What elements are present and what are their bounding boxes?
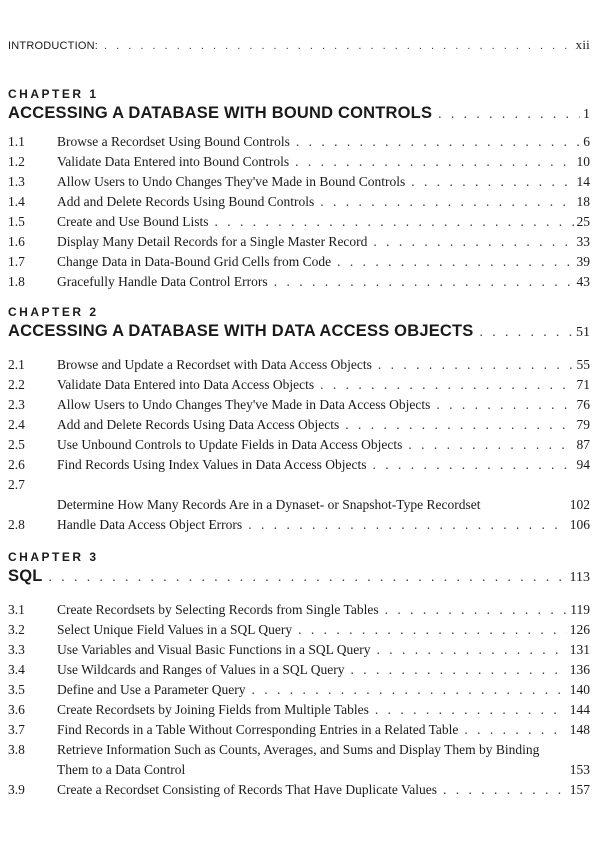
toc-entry [8,475,590,515]
entry-number: 3.3 [8,642,25,657]
dot-leader [49,566,567,587]
entry-number: 1.6 [8,234,25,249]
entry-page-number: 148 [569,722,590,737]
toc-entry [8,600,590,620]
entry-page-number: 39 [576,254,590,269]
chapter-entries [8,355,590,535]
entry-number: 1.7 [8,254,25,269]
entry-title: Create and Use Bound Lists [57,214,209,229]
dot-leader [385,600,568,620]
entry-number: 1.2 [8,154,25,169]
entry-number: 2.4 [8,417,25,432]
entry-title: Use Variables and Visual Basic Functions in a SQL Query [57,642,371,657]
entry-number: 3.7 [8,722,25,737]
toc-entry [8,515,590,535]
entry-title: Retrieve Information Such as Counts, Averages, and Sums and Display Them by Binding Them to a Data Control [57,742,540,777]
entry-page-number: 94 [576,457,590,472]
toc-entry [8,232,590,252]
dot-leader [104,36,573,55]
dot-leader [298,620,567,640]
toc-entry [8,680,590,700]
entry-page-number: 102 [569,497,590,512]
entry-title: Create Recordsets by Joining Fields from Multiple Tables [57,702,369,717]
toc-entry [8,395,590,415]
toc-entry [8,212,590,232]
entry-page-number: 157 [569,782,590,797]
entry-page-number: 126 [569,622,590,637]
dot-leader [345,415,573,435]
entry-number: 2.2 [8,377,25,392]
chapter-title: ACCESSING A DATABASE WITH DATA ACCESS OBJECTS [8,322,474,340]
entry-number: 2.5 [8,437,25,452]
entry-title: Select Unique Field Values in a SQL Query [57,622,293,637]
entry-page-number: 106 [569,517,590,532]
entry-title: Add and Delete Records Using Bound Controls [57,194,315,209]
dot-leader [438,103,580,124]
entry-page-number: 87 [576,437,590,452]
entry-page-number: 79 [576,417,590,432]
entry-page-number: 71 [576,377,590,392]
entry-title: Create a Recordset Consisting of Records That Have Duplicate Values [57,782,438,797]
dot-leader [337,252,573,272]
entry-number: 1.5 [8,214,25,229]
entry-title: Display Many Detail Records for a Single Master Record [57,234,368,249]
entry-page-number: 43 [576,274,590,289]
toc-entry [8,780,590,800]
entry-title: Find Records in a Table Without Corresponding Entries in a Related Table [57,722,459,737]
entry-page-number: 144 [569,702,590,717]
entry-number: 2.8 [8,517,25,532]
entry-title: Browse and Update a Recordset with Data Access Objects [57,357,372,372]
toc-entry [8,455,590,475]
toc-entry [8,192,590,212]
entry-page-number: 25 [576,214,590,229]
dot-leader [373,232,573,252]
toc-entry [8,355,590,375]
chapter-label: CHAPTER 3 [8,550,99,564]
dot-leader [320,192,573,212]
toc-intro-row [8,35,590,55]
chapter-entries [8,600,590,800]
entry-page-number: 153 [569,762,590,777]
entry-number: 3.9 [8,782,25,797]
entry-page-number: 18 [576,194,590,209]
entry-number: 2.3 [8,397,25,412]
table-of-contents [8,0,590,800]
chapter-label: CHAPTER 1 [8,87,99,101]
chapter-entries [8,132,590,292]
entry-number: 1.8 [8,274,25,289]
entry-title: Validate Data Entered into Bound Controls [57,154,290,169]
entry-title: Validate Data Entered into Data Access Objects [57,377,315,392]
dot-leader [411,172,573,192]
dot-leader [351,660,567,680]
entry-title: Define and Use a Parameter Query [57,682,246,697]
toc-entry [8,132,590,152]
chapter-section [8,549,590,800]
entry-page-number: 6 [583,134,590,149]
dot-leader [377,640,567,660]
chapter-title-row [8,102,590,124]
entry-title: Determine How Many Records Are in a Dynaset- or Snapshot-Type Recordset [57,497,481,512]
entry-page-number: 10 [576,154,590,169]
chapter-label: CHAPTER 2 [8,305,99,319]
entry-page-number: 136 [569,662,590,677]
entry-title: Handle Data Access Object Errors [57,517,243,532]
entry-number: 1.1 [8,134,25,149]
entry-title: Create Recordsets by Selecting Records from Single Tables [57,602,379,617]
entry-page-number: 140 [569,682,590,697]
entry-number: 1.4 [8,194,25,209]
chapter-page-number: 113 [569,570,590,585]
entry-title: Browse a Recordset Using Bound Controls [57,134,290,149]
dot-leader [378,355,574,375]
toc-entry [8,415,590,435]
intro-page-number: xii [575,37,590,52]
toc-entry [8,700,590,720]
dot-leader [320,375,573,395]
dot-leader [480,321,573,342]
toc-entry [8,252,590,272]
chapter-page-number: 51 [576,325,590,340]
toc-entry [8,272,590,292]
chapter-section [8,304,590,535]
chapter-title: SQL [8,567,43,585]
entry-title: Find Records Using Index Values in Data Access Objects [57,457,367,472]
entry-number: 2.1 [8,357,25,372]
dot-leader [408,435,573,455]
entry-number: 2.6 [8,457,25,472]
dot-leader [248,515,567,535]
entry-page-number: 14 [576,174,590,189]
toc-entry [8,660,590,680]
chapter-title-row [8,320,590,342]
intro-label: INTRODUCTION: [8,40,98,52]
dot-leader [436,395,573,415]
toc-entry [8,375,590,395]
entry-number: 3.1 [8,602,25,617]
chapter-title-row [8,565,590,587]
entry-title: Change Data in Data-Bound Grid Cells from Code [57,254,332,269]
entry-number: 3.2 [8,622,25,637]
toc-entry [8,740,590,780]
entry-page-number: 33 [576,234,590,249]
dot-leader [375,700,567,720]
entry-page-number: 119 [570,602,590,617]
dot-leader [252,680,567,700]
entry-page-number: 131 [569,642,590,657]
entry-title: Use Wildcards and Ranges of Values in a SQL Query [57,662,345,677]
chapter-section [8,86,590,292]
chapter-title: ACCESSING A DATABASE WITH BOUND CONTROLS [8,104,433,122]
dot-leader [464,720,566,740]
dot-leader [372,455,573,475]
toc-entry [8,720,590,740]
toc-entry [8,172,590,192]
entry-number: 3.8 [8,742,25,757]
entry-title: Add and Delete Records Using Data Access Objects [57,417,340,432]
dot-leader [296,132,580,152]
entry-title: Use Unbound Controls to Update Fields in Data Access Objects [57,437,403,452]
entry-title: Gracefully Handle Data Control Errors [57,274,268,289]
dot-leader [214,212,573,232]
entry-page-number: 55 [576,357,590,372]
entry-title: Allow Users to Undo Changes They've Made in Data Access Objects [57,397,431,412]
entry-number: 3.5 [8,682,25,697]
toc-entry [8,640,590,660]
entry-number: 3.6 [8,702,25,717]
entry-number: 2.7 [8,477,25,492]
chapter-page-number: 1 [583,107,590,122]
dot-leader [443,780,567,800]
entry-page-number: 76 [576,397,590,412]
toc-entry [8,620,590,640]
dot-leader [274,272,574,292]
toc-entry [8,435,590,455]
entry-title: Allow Users to Undo Changes They've Made in Bound Controls [57,174,406,189]
dot-leader [295,152,573,172]
toc-entry [8,152,590,172]
entry-number: 3.4 [8,662,25,677]
entry-number: 1.3 [8,174,25,189]
